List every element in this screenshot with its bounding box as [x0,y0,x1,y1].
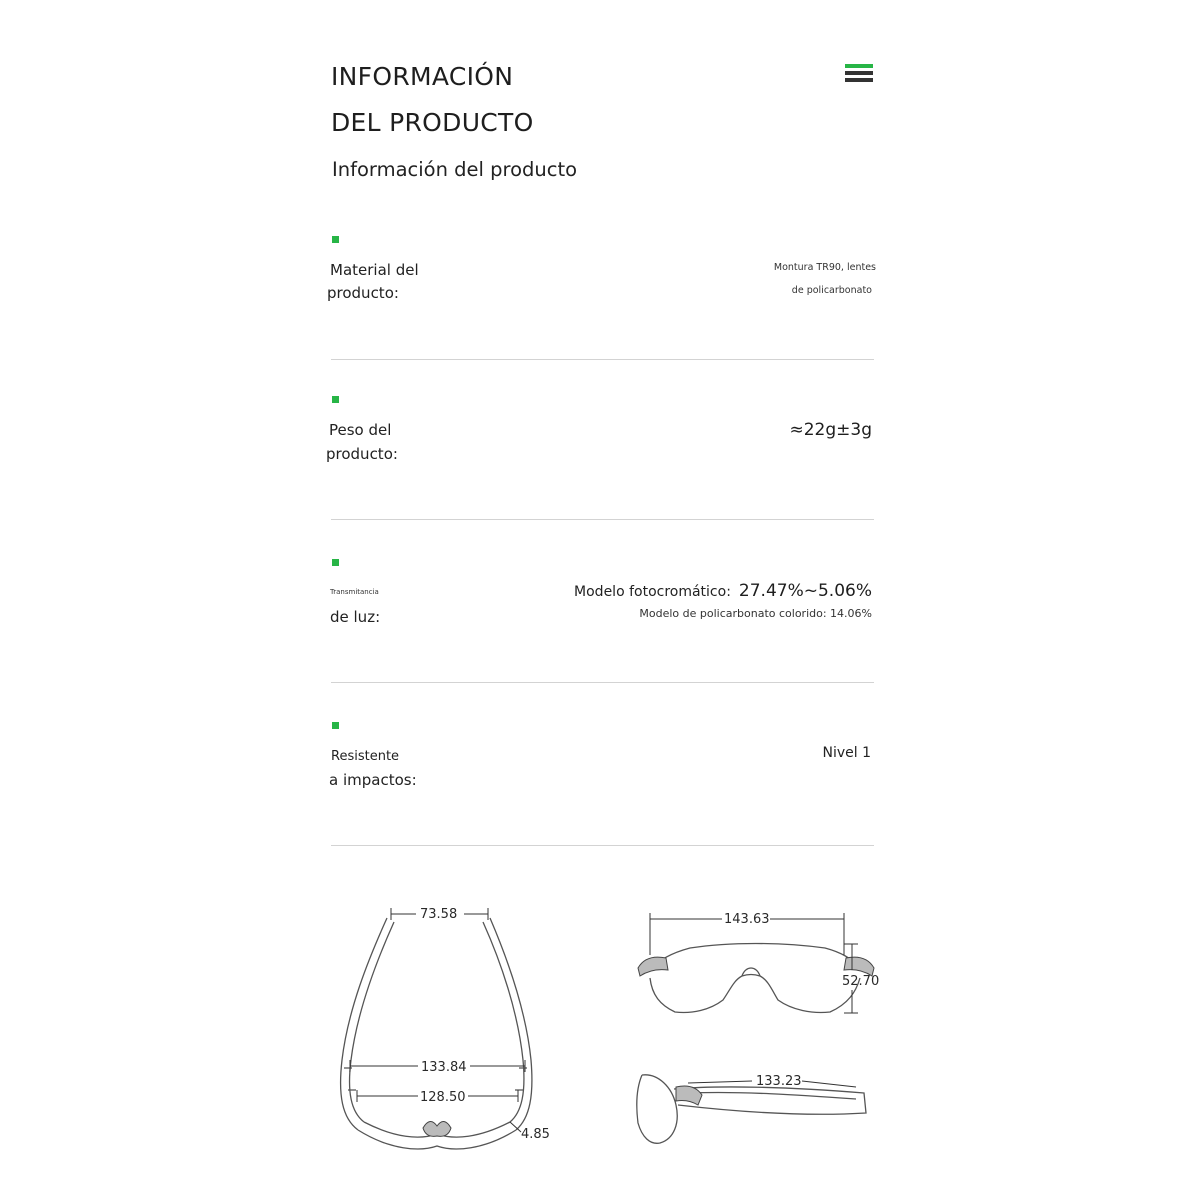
spec-transmittance-prefix: Modelo fotocromático: [574,584,731,600]
spec-transmittance-label-2: de luz: [330,608,381,626]
bullet-square-icon [332,236,339,243]
page-subtitle: Información del producto [332,158,578,181]
page-title-line-2: DEL PRODUCTO [331,108,534,137]
spec-transmittance-main: 27.47%~5.06% [738,581,872,601]
dim-temple-gap: 73.58 [420,907,458,922]
glasses-front-view-drawing [630,900,885,1025]
spec-weight-value: ≈22g±3g [789,420,872,440]
spec-material-value-1: Montura TR90, lentes [773,262,876,273]
glasses-top-view-drawing [320,890,570,1170]
dim-height: 52.70 [842,974,880,989]
spec-transmittance-sub: Modelo de policarbonato colorido: 14.06% [639,607,872,620]
bullet-square-icon [332,722,339,729]
spec-impact-label-1: Resistente [331,749,400,764]
spec-impact-value: Nivel 1 [822,745,871,761]
spec-weight-label-2: producto: [326,445,398,463]
divider [331,359,874,360]
spec-transmittance-value [574,581,872,601]
dim-temple-length: 133.23 [756,1074,802,1089]
dim-lens-width: 128.50 [420,1090,466,1105]
dim-offset: 4.85 [521,1127,550,1142]
glasses-side-view-drawing [630,1065,875,1150]
dim-total-width: 143.63 [724,912,770,927]
spec-transmittance-label-1: Transmitancia [330,588,379,596]
page-title-line-1: INFORMACIÓN [331,62,514,91]
brand-flag-icon [845,64,873,82]
spec-weight-label-1: Peso del [329,421,392,439]
divider [331,682,874,683]
spec-material-value-2: de policarbonato [791,285,872,296]
divider [331,845,874,846]
divider [331,519,874,520]
spec-material-label-1: Material del [330,261,419,279]
spec-impact-label-2: a impactos: [329,771,417,789]
spec-material-label-2: producto: [327,284,399,302]
bullet-square-icon [332,559,339,566]
bullet-square-icon [332,396,339,403]
dim-frame-width: 133.84 [421,1060,467,1075]
